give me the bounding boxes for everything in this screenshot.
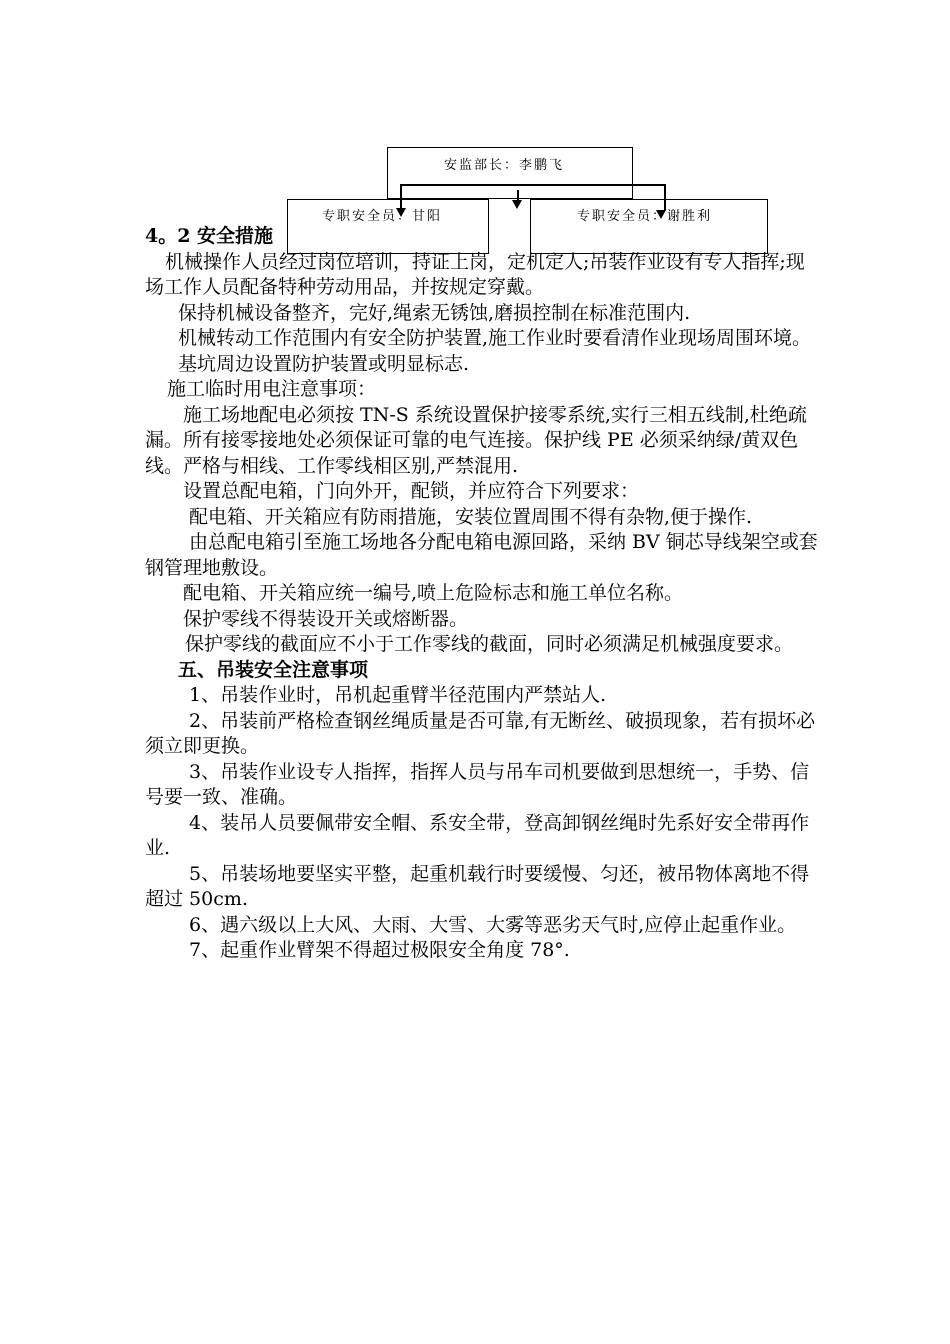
org-officer-left-label: 专职安全员：甘阳 bbox=[322, 209, 443, 224]
crane-item: 5、吊装场地要坚实平整，起重机载行时要缓慢、匀还，被吊物体离地不得超过 50cm. bbox=[145, 862, 810, 910]
paragraph: 配电箱、开关箱应统一编号,喷上危险标志和施工单位名称。 bbox=[183, 582, 684, 604]
paragraph: 保护零线不得装设开关或熔断器。 bbox=[183, 607, 469, 630]
paragraph: 设置总配电箱，门向外开，配锁，并应符合下列要求： bbox=[183, 480, 640, 502]
paragraph: 施工场地配电必须按 TN-S 系统设置保护接零系统,实行三相五线制,杜绝疏漏。所有接零接地处必须保证可靠的电气连接。保护线 PE 必须采纳绿/黄双色线。严格与相线、工作零线相区别,严禁混用. bbox=[145, 403, 807, 477]
crane-item: 4、装吊人员要佩带安全帽、系安全带，登高卸钢丝绳时先系好安全带再作业. bbox=[145, 811, 810, 859]
crane-item: 1、吊装作业时，吊机起重臂半径范围内严禁站人. bbox=[189, 684, 607, 706]
org-connector-h bbox=[400, 184, 665, 186]
paragraph: 机械操作人员经过岗位培训，持证上岗，定机定人;吊装作业设有专人指挥;现场工作人员配备特种劳动用品，并按规定穿戴。 bbox=[145, 250, 805, 298]
paragraph: 保持机械设备整齐，完好,绳索无锈蚀,磨损控制在标准范围内. bbox=[178, 301, 691, 324]
section-title: 4。2 安全措施 bbox=[145, 225, 274, 247]
paragraph: 由总配电箱引至施工场地各分配电箱电源回路，采纳 BV 铜芯导线架空或套钢管理地敷设。 bbox=[145, 531, 818, 579]
crane-safety-title: 五、吊装安全注意事项 bbox=[178, 658, 369, 681]
document-body bbox=[145, 224, 820, 964]
org-officer-right-label: 专职安全员：谢胜利 bbox=[577, 209, 713, 224]
paragraph: 配电箱、开关箱应有防雨措施，安装位置周围不得有杂物,便于操作. bbox=[189, 505, 753, 528]
paragraph: 施工临时用电注意事项： bbox=[167, 378, 377, 400]
paragraph: 机械转动工作范围内有安全防护装置,施工作业时要看清作业现场周围环境。 bbox=[178, 327, 812, 349]
crane-item: 2、吊装前严格检查钢丝绳质量是否可靠,有无断丝、破损现象，若有损坏必须立即更换。 bbox=[145, 709, 816, 757]
crane-item: 6、遇六级以上大风、大雨、大雪、大雾等恶劣天气时,应停止起重作业。 bbox=[189, 913, 797, 936]
org-supervisor-label: 安监部长：李鹏飞 bbox=[444, 158, 565, 173]
paragraph: 基坑周边设置防护装置或明显标志. bbox=[178, 352, 470, 375]
org-box-supervisor bbox=[387, 147, 633, 199]
crane-item: 3、吊装作业设专人指挥，指挥人员与吊车司机要做到思想统一，手势、信号要一致、准确。 bbox=[145, 760, 810, 808]
paragraph: 保护零线的截面应不小于工作零线的截面，同时必须满足机械强度要求。 bbox=[185, 633, 794, 655]
arrow-down-icon bbox=[512, 200, 522, 209]
crane-item: 7、起重作业臂架不得超过极限安全角度 78°. bbox=[189, 939, 570, 961]
